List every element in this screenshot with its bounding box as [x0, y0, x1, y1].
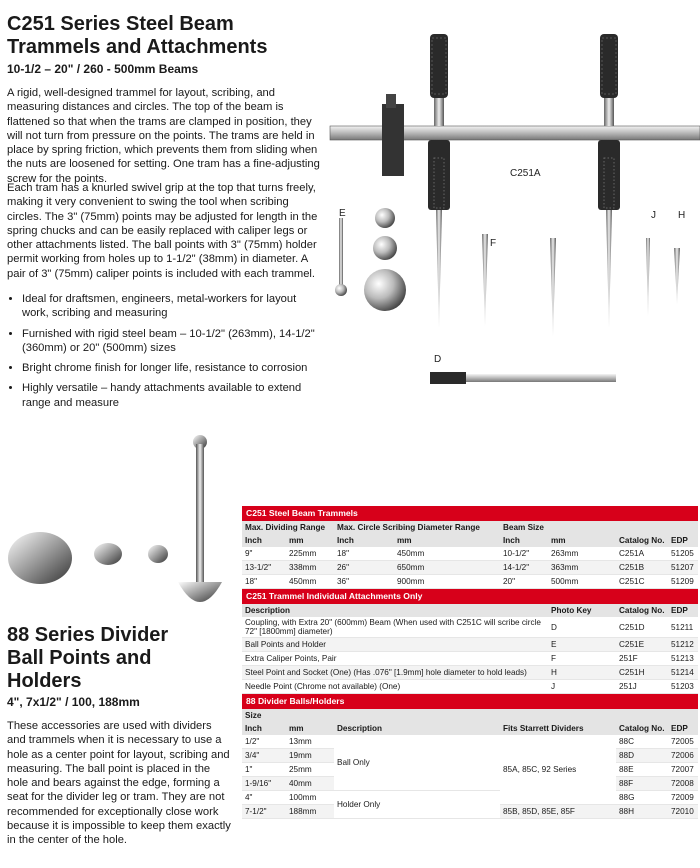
cell: 3/4"	[242, 749, 286, 763]
col-edp: EDP	[668, 722, 698, 735]
feature-item: • Bright chrome finish for longer life, resistance to corrosion	[22, 361, 322, 375]
col-inch: Inch	[242, 722, 286, 735]
catalog-number: C251H	[616, 666, 668, 680]
description-cell: Extra Caliper Points, Pair	[242, 652, 548, 666]
cell: 225mm	[286, 547, 334, 561]
catalog-number: 88H	[616, 805, 668, 819]
cell: 263mm	[548, 547, 616, 561]
photo-label-main: C251A	[510, 168, 541, 179]
photo-key-cell: J	[548, 680, 616, 694]
fits-cell: 85B, 85D, 85E, 85F	[500, 805, 616, 819]
extra-beam	[466, 374, 616, 382]
section2-header	[7, 624, 247, 709]
photo-label-j: J	[651, 210, 656, 221]
catalog-number: 88C	[616, 735, 668, 749]
holder-cup	[178, 582, 222, 602]
cell: 36"	[334, 575, 394, 589]
col-catalog: Catalog No.	[616, 722, 668, 735]
description-cell: Holder Only	[334, 791, 500, 819]
caliper-point	[550, 238, 556, 336]
table-row	[242, 791, 698, 805]
photo-label-d: D	[434, 354, 442, 365]
section1-subtitle: 10-1/2 – 20" / 260 - 500mm Beams	[7, 62, 199, 76]
coupling-clamp	[382, 104, 404, 176]
col-size: Size	[242, 709, 334, 722]
divider-balls-table	[242, 709, 698, 819]
catalog-number: C251C	[616, 575, 668, 589]
cell: 20"	[500, 575, 548, 589]
cell: 188mm	[286, 805, 334, 819]
col-edp: EDP	[668, 604, 698, 617]
edp-number: 51212	[668, 638, 698, 652]
catalog-number: 88G	[616, 791, 668, 805]
edp-number: 72009	[668, 791, 698, 805]
section1-title-line2: Trammels and Attachments	[7, 36, 268, 58]
photo-key-cell: E	[548, 638, 616, 652]
cell: 1/2"	[242, 735, 286, 749]
col-description: Description	[242, 604, 548, 617]
col-inch: Inch	[500, 534, 548, 547]
table-row	[242, 666, 698, 680]
section1-title-line1: C251 Series Steel Beam	[7, 13, 234, 35]
steel-point	[674, 248, 680, 304]
description-cell: Ball Points and Holder	[242, 638, 548, 652]
photo-label-f: F	[490, 238, 497, 249]
edp-number: 51209	[668, 575, 698, 589]
table-row	[242, 547, 698, 561]
catalog-number: 88F	[616, 777, 668, 791]
col-inch: Inch	[334, 534, 394, 547]
feature-item: • Furnished with rigid steel beam – 10-1/2" (263mm), 14-1/2" (360mm) or 20" (500mm) sizes	[22, 327, 322, 356]
catalog-number: C251D	[616, 617, 668, 638]
cell: 363mm	[548, 561, 616, 575]
catalog-number: 251F	[616, 652, 668, 666]
table-row	[242, 561, 698, 575]
cell: 650mm	[394, 561, 500, 575]
holder-stem	[196, 444, 204, 584]
tram-left	[428, 34, 450, 328]
edp-number: 72005	[668, 735, 698, 749]
trammel-table	[242, 521, 698, 589]
col-dividing-range: Max. Dividing Range	[242, 521, 334, 534]
col-photo-key: Photo Key	[548, 604, 616, 617]
col-beam-size: Beam Size	[500, 521, 616, 534]
coupling-body	[430, 372, 466, 384]
table1-heading: C251 Steel Beam Trammels	[242, 506, 698, 521]
edp-number: 51203	[668, 680, 698, 694]
medium-ball	[94, 543, 122, 565]
cell: 10-1/2"	[500, 547, 548, 561]
edp-number: 51213	[668, 652, 698, 666]
cell: 450mm	[286, 575, 334, 589]
table-row	[242, 575, 698, 589]
col-circle-range: Max. Circle Scribing Diameter Range	[334, 521, 500, 534]
table3-heading: 88 Divider Balls/Holders	[242, 694, 698, 709]
photo-key-cell: H	[548, 666, 616, 680]
tram-right	[598, 34, 620, 328]
catalog-number: C251B	[616, 561, 668, 575]
large-ball	[8, 532, 72, 584]
col-mm: mm	[286, 534, 334, 547]
photo-key-cell: D	[548, 617, 616, 638]
table-row	[242, 638, 698, 652]
table2-heading: C251 Trammel Individual Attachments Only	[242, 589, 698, 604]
attachments-table	[242, 604, 698, 694]
col-fits: Fits Starrett Dividers	[500, 722, 616, 735]
catalog-number: 88E	[616, 763, 668, 777]
edp-number: 51205	[668, 547, 698, 561]
col-description: Description	[334, 722, 500, 735]
feature-item: • Highly versatile – handy attachments available to extend range and measure	[22, 381, 322, 410]
cell: 1"	[242, 763, 286, 777]
table-row	[242, 652, 698, 666]
description-cell: Steel Point and Socket (One) (Has .076" [1.9mm] hole diameter to hold leads)	[242, 666, 548, 680]
trammel-product-photo	[328, 28, 700, 398]
cell: 9"	[242, 547, 286, 561]
catalog-number: C251E	[616, 638, 668, 652]
cell: 7-1/2"	[242, 805, 286, 819]
section2-title-line3: Holders	[7, 670, 82, 692]
col-catalog: Catalog No.	[616, 534, 668, 547]
section2-subtitle: 4", 7x1/2" / 100, 188mm	[7, 695, 140, 709]
photo-key-cell: F	[548, 652, 616, 666]
section2-paragraph: These accessories are used with dividers and trammels when it is necessary to use a hole as a center point for layout, scribing and measuring. The ball point is placed in the hole and bears against the edge, forming a seat for the divider leg or tram. They are not recommended for exceptionally close work because it is impossible to keep them exactly in the center of the hole.	[7, 720, 231, 847]
description-cell: Ball Only	[334, 735, 500, 791]
fits-cell: 85A, 85C, 92 Series	[500, 735, 616, 805]
edp-number: 72008	[668, 777, 698, 791]
description-cell: Needle Point (Chrome not available) (One)	[242, 680, 548, 694]
needle-point	[646, 238, 650, 316]
cell: 900mm	[394, 575, 500, 589]
description-cell: Coupling, with Extra 20" (600mm) Beam (When used with C251C will scribe circle 72" [1800mm] diameter)	[242, 617, 548, 638]
col-edp: EDP	[668, 534, 698, 547]
cell: 100mm	[286, 791, 334, 805]
edp-number: 51214	[668, 666, 698, 680]
edp-number: 72006	[668, 749, 698, 763]
cell: 450mm	[394, 547, 500, 561]
col-mm: mm	[548, 534, 616, 547]
section1-paragraph-1: A rigid, well-designed trammel for layout, scribing, and measuring distances and circles. The top of the beam is flattened so that when the trams are clamped in position, they will not turn from pressure on the points. The trams are held in place by spring friction, which prevents them from sliding when the nuts are loosened for setting. One tram has a fine-adjusting screw for the points.	[7, 87, 320, 185]
section1-header	[7, 13, 307, 76]
table-row	[242, 617, 698, 638]
photo-label-e: E	[339, 208, 346, 219]
catalog-number: C251A	[616, 547, 668, 561]
cell: 26"	[334, 561, 394, 575]
divider-balls-photo	[0, 430, 240, 615]
cell: 13mm	[286, 735, 334, 749]
edp-number: 72007	[668, 763, 698, 777]
section2-title-line2: Ball Points and	[7, 647, 152, 669]
section2-title-line1: 88 Series Divider	[7, 624, 169, 646]
cell: 25mm	[286, 763, 334, 777]
col-catalog: Catalog No.	[616, 604, 668, 617]
cell: 14-1/2"	[500, 561, 548, 575]
col-mm: mm	[394, 534, 500, 547]
caliper-point	[482, 234, 488, 326]
small-ball	[148, 545, 168, 563]
cell: 19mm	[286, 749, 334, 763]
edp-number: 51211	[668, 617, 698, 638]
edp-number: 51207	[668, 561, 698, 575]
section1-paragraph-2: Each tram has a knurled swivel grip at the top that turns freely, making it very convenient to swing the tool when scribing circles. The 3" (75mm) points may be adjusted for length in the spring chucks and can be easily replaced with caliper legs or other attachments listed. The ball points with 3" (75mm) holder permit working from holes up to 1-1/2" (38mm) in diameter. A pair of 3" (75mm) caliper points is included with each trammel.	[7, 182, 318, 280]
col-inch: Inch	[242, 534, 286, 547]
cell: 18"	[334, 547, 394, 561]
feature-list	[0, 292, 322, 416]
ball-points-attachment	[335, 208, 406, 311]
catalog-number: 251J	[616, 680, 668, 694]
cell: 1-9/16"	[242, 777, 286, 791]
col-mm: mm	[286, 722, 334, 735]
table-row	[242, 735, 698, 749]
edp-number: 72010	[668, 805, 698, 819]
catalog-number: 88D	[616, 749, 668, 763]
cell: 40mm	[286, 777, 334, 791]
cell: 338mm	[286, 561, 334, 575]
spec-tables	[242, 506, 698, 819]
cell: 500mm	[548, 575, 616, 589]
cell: 13-1/2"	[242, 561, 286, 575]
cell: 18"	[242, 575, 286, 589]
table-row	[242, 680, 698, 694]
feature-item: • Ideal for draftsmen, engineers, metal-workers for layout work, scribing and measuring	[22, 292, 322, 321]
photo-label-h: H	[678, 210, 686, 221]
cell: 4"	[242, 791, 286, 805]
